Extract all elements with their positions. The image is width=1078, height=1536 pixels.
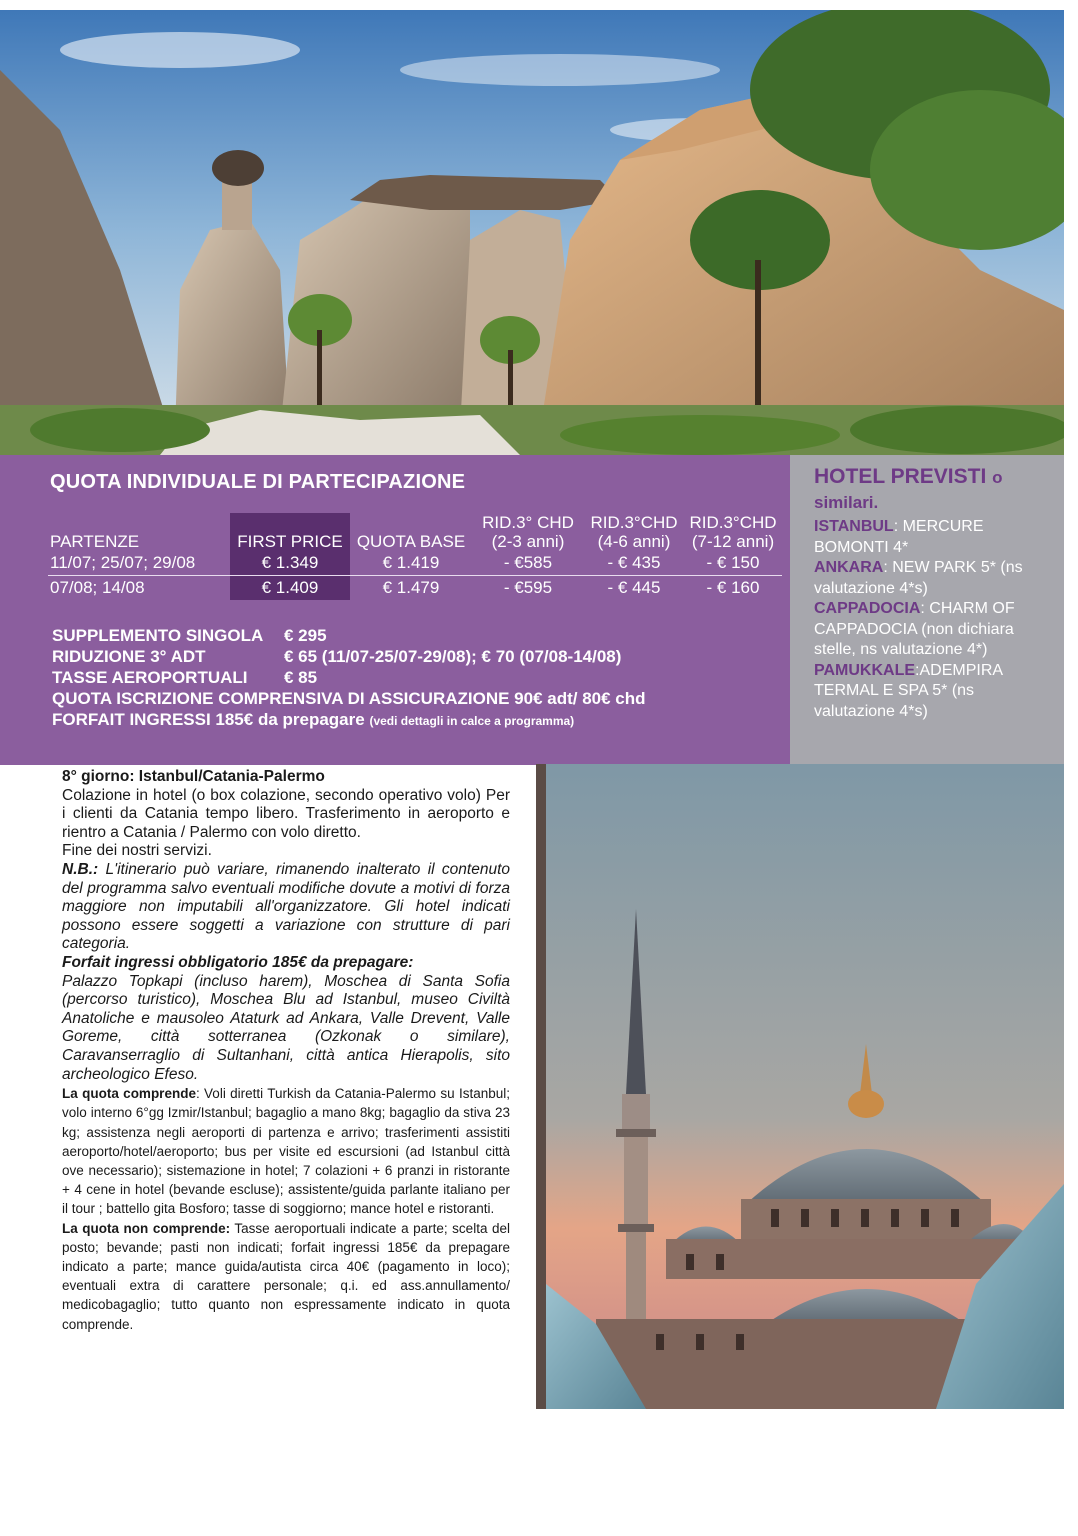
forfait-ingressi: FORFAIT INGRESSI 185€ da prepagare (vedi dettagli in calce a programma): [52, 710, 575, 729]
itinerary-column: [62, 768, 510, 1334]
header-rid-2-3: RID.3° CHD (2-3 anni): [482, 513, 574, 551]
hotel-item: CAPPADOCIA: CHARM OF CAPPADOCIA (non dichiara stelle, ns valutazione 4*): [814, 600, 1015, 658]
day-end: Fine dei nostri servizi.: [62, 842, 212, 860]
hotels-list: [814, 517, 1054, 722]
hero-image-cappadocia: [0, 10, 1064, 455]
tasse-aeroportuali: TASSE AEROPORTUALI € 85: [52, 668, 318, 687]
price-box: [0, 455, 790, 765]
forfait-title: Forfait ingressi obbligatorio 185€ da prepagare:: [62, 953, 414, 971]
day-text: Colazione in hotel (o box colazione, secondo operativo volo) Per i clienti da Catania tempo libero. Trasferimento in aeroporto e rientro a Catania / Palermo con volo diretto.: [62, 786, 510, 841]
price-box-title: QUOTA INDIVIDUALE DI PARTECIPAZIONE: [50, 471, 466, 493]
header-rid-4-6: RID.3°CHD (4-6 anni): [590, 513, 678, 551]
day-title: 8° giorno: Istanbul/Catania-Palermo: [62, 768, 325, 785]
hotel-item: PAMUKKALE:ADEMPIRA TERMAL E SPA 5* (ns valutazione 4*s): [814, 661, 1003, 720]
quota-iscrizione: QUOTA ISCRIZIONE COMPRENSIVA DI ASSICURAZIONE 90€ adt/ 80€ chd: [52, 689, 646, 708]
header-rid-7-12: RID.3°CHD (7-12 anni): [689, 513, 777, 551]
hotels-box: [790, 455, 1064, 765]
price-table: [48, 513, 782, 600]
riduzione-adt: RIDUZIONE 3° ADT € 65 (11/07-25/07-29/08); € 70 (07/08-14/08): [52, 647, 622, 666]
forfait-text: Palazzo Topkapi (incluso harem), Moschea di Santa Sofia (percorso turistico), Moschea Blu ad Istanbul, museo Civiltà Anatoliche e mausoleo Ataturk ad Ankara, Valle Drevent, Valle Goreme, città sotterranea (Ozkonak o similare), Caravanserraglio di Sultanhani, città antica Hierapolis, sito archeologico Efeso.: [62, 972, 510, 1083]
hotels-title: HOTEL PREVISTI o similari.: [814, 465, 1003, 512]
price-row: 11/07; 25/07; 29/08 € 1.349 € 1.419 - €585 - € 435 - € 150: [48, 551, 782, 576]
hotel-item: ANKARA: NEW PARK 5* (ns valutazione 4*s): [814, 559, 1023, 597]
quota-comprende: La quota comprende: Voli diretti Turkish da Catania-Palermo su Istanbul; volo interno 6°gg Izmir/Istanbul; bagaglio a mano 8kg; bagaglio da stiva 23 kg; assistenza negli aeroporti di partenza e arrivo; trasferimenti assistiti aeroporto/hotel/aeroporto; bus per visite ed escursioni (ad Istanbul città ove necessario); sistemazione in hotel; 7 colazioni + 6 pranzi in ristorante + 4 cene in hotel (bevande escluse); assistente/guida parlante italiano per il tour ; battello gita Bosforo; tasse di soggiorno; mance hotel e ristoranti.: [62, 1086, 510, 1217]
header-quota-base: QUOTA BASE: [356, 532, 466, 551]
price-extras: [52, 625, 646, 732]
header-partenze: PARTENZE: [50, 532, 140, 551]
nb-note: N.B.: L'itinerario può variare, rimanendo inalterato il contenuto del programma salvo eventuali modifiche dovute a motivi di forza maggiore non imputabili all'organizzatore. Gli hotel indicati possono essere soggetti a variazione con strutture di pari categoria.: [62, 860, 510, 953]
mosque-image: [536, 764, 1064, 1409]
hotel-item: ISTANBUL: MERCURE BOMONTI 4*: [814, 518, 984, 556]
quota-non-comprende: La quota non comprende: Tasse aeroportuali indicate a parte; scelta del posto; bevande; pasti non indicati; forfait ingressi 185€ da prepagare indicato a parte; mance guida/autista circa 40€ (pagamento in loco); eventuali extra di carattere personale; q.i. ed ass.annullamento/ medicobagaglio; tutto quanto non espressamente indicato in quota comprende.: [62, 1220, 510, 1332]
header-first-price: FIRST PRICE: [230, 513, 350, 551]
supplemento-singola: SUPPLEMENTO SINGOLA € 295: [52, 626, 327, 645]
price-row: 07/08; 14/08 € 1.409 € 1.479 - €595 - € 445 - € 160: [48, 576, 782, 601]
